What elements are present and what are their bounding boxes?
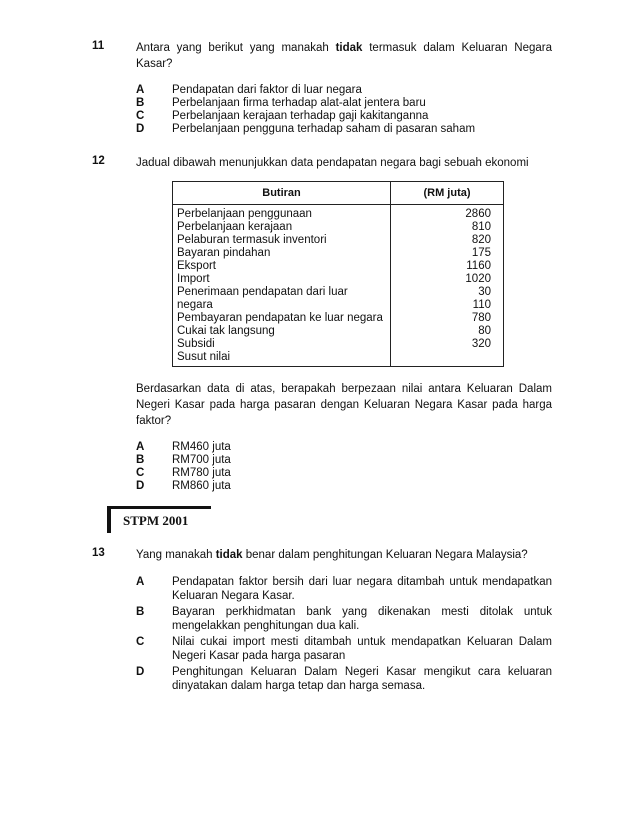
table-value: 320 [471,338,491,350]
table-item: Import [177,273,210,285]
table-item: Perbelanjaan kerajaan [177,221,293,233]
option-letter: D [136,666,145,678]
table-item: Eksport [177,260,216,272]
option-letter: B [136,606,145,618]
table-item: Perbelanjaan penggunaan [177,208,312,220]
stem-text: Yang manakah [136,549,216,561]
stem-emphasis: tidak [335,42,363,54]
stem-text: termasuk dalam Keluaran Negara Kasar? [136,42,552,70]
option-text: RM460 juta [172,441,231,453]
stem-text: Antara yang berikut yang manakah [136,42,336,54]
question-number: 12 [92,155,105,167]
option-text: Perbelanjaan pengguna terhadap saham di pasaran saham [172,123,476,135]
option-c [136,635,552,663]
column-header-item: Butiran [173,182,391,205]
option-list [136,575,552,693]
option-a [136,575,552,603]
table-item: Pembayaran pendapatan ke luar negara [177,312,383,324]
option-letter: B [136,97,145,109]
option-letter: C [136,467,145,479]
option-letter: A [136,576,145,588]
table-item: Bayaran pindahan [177,247,271,259]
option-letter: D [136,480,145,492]
option-letter: B [136,454,145,466]
option-text: RM860 juta [172,480,231,492]
table-body-row [173,205,504,367]
option-d [136,123,552,136]
option-text: Pendapatan faktor bersih dari luar negara ditambah untuk mendapatkan Keluaran Negara Kasar. [172,576,552,602]
option-c [136,467,552,480]
table-item: Penerimaan pendapatan dari luar negara [177,286,348,311]
question-stem: Berdasarkan data di atas, berapakah berpezaan nilai antara Keluaran Dalam Negeri Kasar pada harga pasaran dengan Keluaran Negara Kasar pada harga faktor? [136,383,552,427]
question-13 [92,547,552,695]
question-number: 11 [92,40,105,52]
option-text: RM700 juta [172,454,231,466]
option-b [136,605,552,633]
option-b [136,454,552,467]
stem-emphasis: tidak [215,549,243,561]
option-list [136,84,552,136]
table-value: 80 [478,325,491,337]
option-letter: C [136,636,145,648]
table-item: Pelaburan termasuk inventori [177,234,327,246]
table-value: 2860 [465,208,491,220]
question-number: 13 [92,547,105,559]
question-11 [92,40,552,136]
table-value: 30 [478,286,491,298]
item-column [173,205,391,367]
option-text: Penghitungan Keluaran Dalam Negeri Kasar mengikut cara keluaran dinyatakan dalam harga tetap dan harga semasa. [172,666,552,692]
question-stem [136,547,552,563]
question-12 [92,155,552,493]
table-value: 1020 [465,273,491,285]
table-item: Susut nilai [177,351,231,363]
option-text: Nilai cukai import mesti ditambah untuk mendapatkan Keluaran Dalam Negeri Kasar pada harga pasaran [172,636,552,662]
table-value: 110 [472,299,491,311]
column-header-value: (RM juta) [391,182,504,205]
option-c [136,110,552,123]
option-text: Pendapatan dari faktor di luar negara [172,84,362,96]
option-d [136,665,552,693]
option-d [136,480,552,493]
option-text: Bayaran perkhidmatan bank yang dikenakan mesti ditolak untuk mengelakkan penghitungan dua kali. [172,606,552,632]
income-data-table [172,181,504,367]
section-title: STPM 2001 [123,513,189,528]
section-heading-box [107,506,211,533]
table-item: Cukai tak langsung [177,325,275,337]
question-intro: Jadual dibawah menunjukkan data pendapatan negara bagi sebuah ekonomi [136,157,529,169]
table-value: 1160 [466,260,491,272]
option-b [136,97,552,110]
option-text: Perbelanjaan firma terhadap alat-alat jentera baru [172,97,426,109]
option-list [136,441,552,493]
table-item: Subsidi [177,338,215,350]
value-column [391,205,504,367]
option-letter: C [136,110,145,122]
option-a [136,441,552,454]
question-stem [136,40,552,72]
table-value: 820 [471,234,491,246]
table-value: 780 [471,312,491,324]
option-letter: A [136,441,145,453]
option-letter: D [136,123,145,135]
option-letter: A [136,84,145,96]
table-value: 810 [471,221,491,233]
table-header-row [173,182,504,205]
option-text: Perbelanjaan kerajaan terhadap gaji kakitanganna [172,110,429,122]
option-a [136,84,552,97]
stem-text: benar dalam penghitungan Keluaran Negara Malaysia? [242,549,528,561]
table-value: 175 [471,247,491,259]
option-text: RM780 juta [172,467,231,479]
